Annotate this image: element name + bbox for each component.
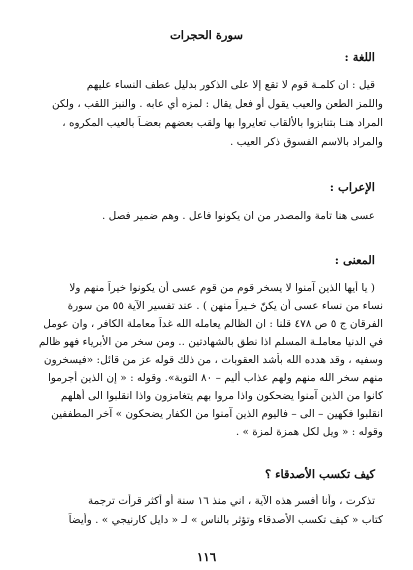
mana-line-2: نساء من نساء عسى أن يكنّ خـيراً منهن ) . عند تفسير الآية ٥٥ من سورة	[67, 300, 383, 312]
mana-line-7: كانوا من الذين آمنوا يضحكون واذا مروا بهم يتغامزون واذا انقلبوا الى أهلهم	[60, 390, 383, 402]
mana-line-5: وسفيه ، وقد هدده الله بأشد العقوبات ، من ذلك قوله عز من قائل: «فيسخرون	[43, 354, 383, 366]
lugha-line-3: المراد هنـا بتنابزوا بالألقاب تعايروا بها ولقب بعضهم بعضـاً بالعيب المكروه ،	[62, 117, 383, 129]
friends-line-2: كتاب « كيف تكسب الأصدقاء وتؤثر بالناس » لـ « دايل كارنيجي » . وأيضاً	[68, 514, 383, 526]
lugha-line-4: والمراد بالاسم الفسوق ذكر العيب .	[229, 136, 383, 148]
friends-line-1: تذكرت ، وأنا أفسر هذه الآية ، اني منذ ١٦ سنة أو أكثر قرأت ترجمة	[88, 495, 375, 507]
section-heading-lugha: اللغة :	[344, 50, 375, 64]
section-heading-mana: المعنى :	[334, 253, 375, 267]
page-number: ١١٦	[196, 550, 217, 564]
running-header: سورة الحجرات	[169, 28, 244, 42]
mana-line-4: في الدنيا معاملـة المسلم اذا نطق بالشهادتين .. ومن سخر من الأبرياء فهو ظالم	[38, 336, 383, 348]
mana-line-9: وقوله : « ويل لكل همزة لمزة » .	[235, 426, 383, 438]
mana-line-1: ( يا أيها الذين آمنوا لا يسخر قوم من قوم عسى أن يكونوا خيراً منهم ولا	[69, 282, 375, 294]
section-heading-irab: الإعراب :	[329, 180, 375, 194]
lugha-line-1: قيل : ان كلمـة قوم لا تقع إلا على الذكور بدليل عطف النساء عليهم	[86, 79, 375, 91]
mana-line-3: الفرقان ج ٥ ص ٤٧٨ قلنا : ان الظالم يعامله الله غداً معاملة الكافر ، وان عومل	[43, 318, 383, 330]
mana-line-6: منهم سخر الله منهم ولهم عذاب أليم – ٨٠ التوبة». وقوله : « إن الذين أجرموا	[47, 372, 383, 384]
irab-line-1: عسى هنا تامة والمصدر من ان يكونوا فاعل . وهم ضمير فصل .	[101, 210, 375, 222]
section-heading-friends: كيف تكسب الأصدقاء ؟	[264, 467, 375, 481]
lugha-line-2: واللمز الطعن والعيب يقول أو فعل يقال : لمزه أي عابه . والنبز اللقب ، ولكن	[51, 98, 383, 110]
mana-line-8: انقلبوا فكهين – الى – فاليوم الذين آمنوا من الكفار يضحكون » آخر المطففين	[51, 408, 383, 420]
